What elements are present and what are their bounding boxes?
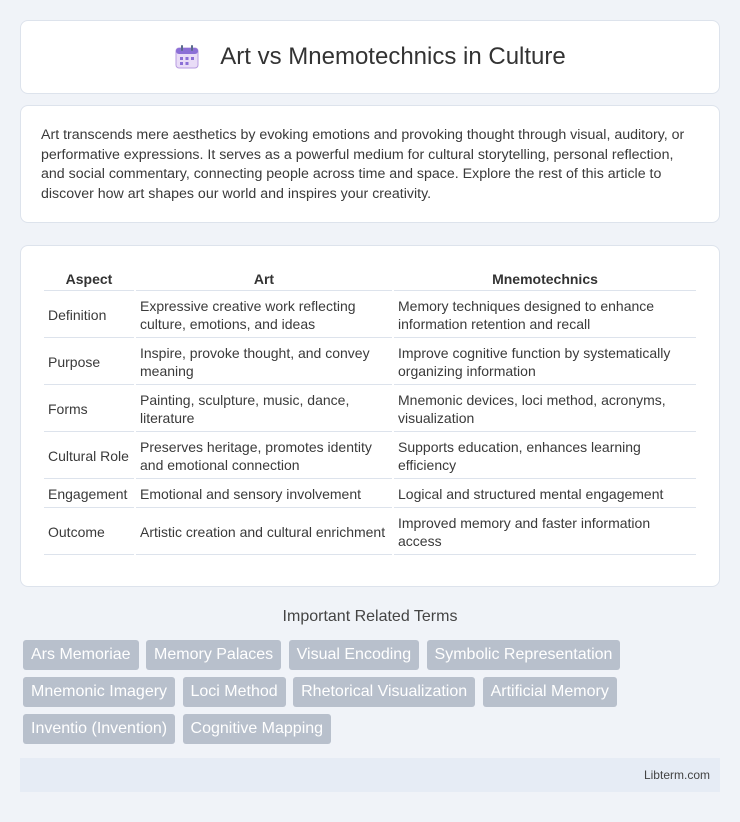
intro-text: Art transcends mere aesthetics by evoking emotions and provoking thought through visual, auditory, or performative expressions. It serves as a powerful medium for cultural storytelling, personal reflection, and social commentary, connecting people across time and space. Explore the rest of this article to discover how art shapes our world and inspires your creativity. <box>41 127 685 202</box>
cell-mnemotechnics: Supports education, enhances learning efficiency <box>394 434 696 479</box>
table-header-row <box>44 268 696 291</box>
column-header-mnemotechnics: Mnemotechnics <box>394 268 696 291</box>
table-row <box>44 293 696 338</box>
comparison-table-card <box>20 245 720 587</box>
cell-mnemotechnics: Logical and structured mental engagement <box>394 481 696 508</box>
cell-art: Emotional and sensory involvement <box>136 481 392 508</box>
related-terms-list <box>23 640 723 751</box>
cell-art: Artistic creation and cultural enrichment <box>136 510 392 555</box>
cell-aspect: Definition <box>44 293 134 338</box>
related-terms-title: Important Related Terms <box>282 608 458 625</box>
cell-mnemotechnics: Memory techniques designed to enhance information retention and recall <box>394 293 696 338</box>
cell-aspect: Outcome <box>44 510 134 555</box>
related-term-tag[interactable]: Rhetorical Visualization <box>293 677 475 707</box>
calendar-icon <box>174 44 200 70</box>
header-card <box>20 20 720 94</box>
cell-art: Inspire, provoke thought, and convey meaning <box>136 340 392 385</box>
related-term-tag[interactable]: Mnemonic Imagery <box>23 677 175 707</box>
cell-mnemotechnics: Improved memory and faster information access <box>394 510 696 555</box>
cell-mnemotechnics: Improve cognitive function by systematically organizing information <box>394 340 696 385</box>
page-title: Art vs Mnemotechnics in Culture <box>220 43 566 70</box>
related-term-tag[interactable]: Cognitive Mapping <box>183 714 332 744</box>
related-term-tag[interactable]: Symbolic Representation <box>427 640 621 670</box>
table-row <box>44 481 696 508</box>
footer <box>20 758 720 792</box>
cell-art: Preserves heritage, promotes identity and emotional connection <box>136 434 392 479</box>
table-row <box>44 340 696 385</box>
related-term-tag[interactable]: Loci Method <box>183 677 286 707</box>
comparison-table <box>42 266 698 557</box>
cell-mnemotechnics: Mnemonic devices, loci method, acronyms, visualization <box>394 387 696 432</box>
related-term-tag[interactable]: Ars Memoriae <box>23 640 139 670</box>
related-term-tag[interactable]: Inventio (Invention) <box>23 714 175 744</box>
table-row <box>44 387 696 432</box>
related-term-tag[interactable]: Memory Palaces <box>146 640 281 670</box>
cell-art: Expressive creative work reflecting culture, emotions, and ideas <box>136 293 392 338</box>
table-row <box>44 510 696 555</box>
related-term-tag[interactable]: Visual Encoding <box>289 640 419 670</box>
intro-card <box>20 105 720 223</box>
cell-aspect: Engagement <box>44 481 134 508</box>
cell-aspect: Cultural Role <box>44 434 134 479</box>
column-header-aspect: Aspect <box>44 268 134 291</box>
related-term-tag[interactable]: Artificial Memory <box>483 677 617 707</box>
table-row <box>44 434 696 479</box>
cell-art: Painting, sculpture, music, dance, literature <box>136 387 392 432</box>
cell-aspect: Forms <box>44 387 134 432</box>
column-header-art: Art <box>136 268 392 291</box>
cell-aspect: Purpose <box>44 340 134 385</box>
footer-site-link[interactable]: Libterm.com <box>643 768 710 782</box>
